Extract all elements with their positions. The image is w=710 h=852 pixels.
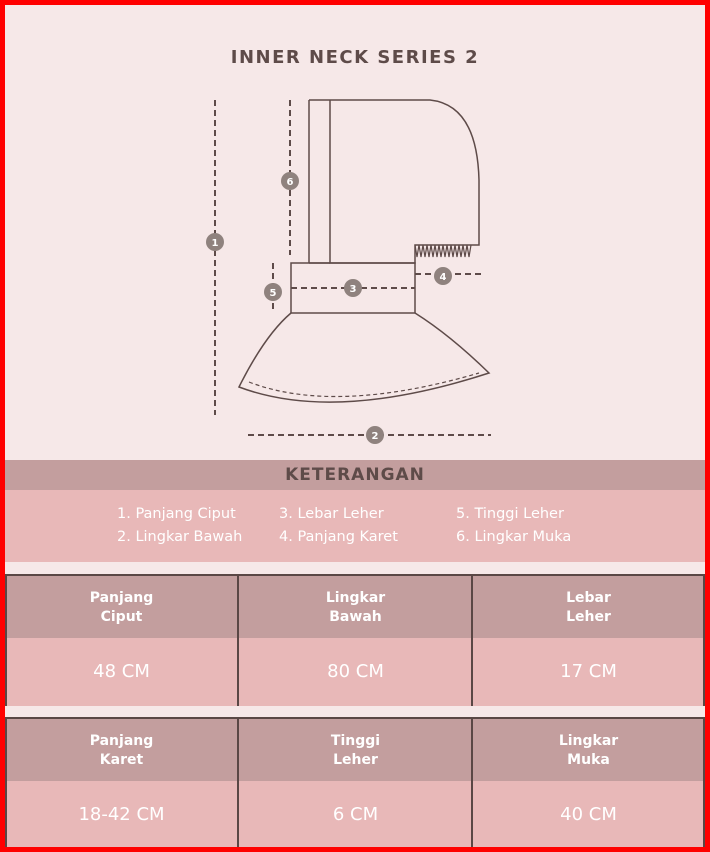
- cell-label: Leher: [566, 609, 611, 625]
- hijab-diagram: [5, 5, 705, 455]
- svg-text:5: 5: [269, 288, 277, 299]
- cell-label: Panjang: [89, 733, 154, 749]
- badge-4-icon: [434, 267, 452, 285]
- cell-value: 17 CM: [472, 638, 705, 706]
- svg-text:2: 2: [371, 431, 379, 442]
- svg-text:1: 1: [211, 238, 219, 249]
- cell-value: 80 CM: [239, 638, 472, 706]
- hem-stitch: [249, 373, 479, 397]
- keterangan-list: [5, 490, 705, 562]
- cell-panjang-karet: [5, 717, 238, 847]
- cell-value: 40 CM: [472, 781, 705, 847]
- cell-panjang-ciput: [5, 574, 238, 706]
- cell-label: Lebar: [566, 590, 611, 606]
- cell-label: Lingkar: [558, 733, 619, 749]
- table-divider: [471, 717, 473, 847]
- cell-label: Muka: [567, 752, 610, 768]
- cell-lingkar-muka: [472, 717, 705, 847]
- badge-1-icon: [206, 233, 224, 251]
- legend-item-3: 3. Lebar Leher: [279, 506, 384, 522]
- cell-lingkar-bawah: [239, 574, 472, 706]
- keterangan-heading: KETERANGAN: [5, 460, 705, 490]
- table-border: [5, 717, 7, 847]
- legend-item-5: 5. Tinggi Leher: [456, 506, 564, 522]
- table-border: [5, 574, 7, 706]
- table-border: [703, 717, 705, 847]
- badge-2-icon: [366, 426, 384, 444]
- cell-label: Lingkar: [325, 590, 386, 606]
- cell-value: 48 CM: [5, 638, 238, 706]
- table-divider: [237, 574, 239, 706]
- cell-label: Bawah: [329, 609, 382, 625]
- badge-6-icon: [281, 172, 299, 190]
- cell-label: Leher: [333, 752, 378, 768]
- badge-3-icon: [344, 279, 362, 297]
- legend-item-4: 4. Panjang Karet: [279, 529, 398, 545]
- cell-label: Ciput: [100, 609, 143, 625]
- cell-label: Karet: [99, 752, 144, 768]
- svg-text:4: 4: [439, 272, 447, 283]
- page-title: INNER NECK SERIES 2: [230, 47, 480, 68]
- cell-lebar-leher: [472, 574, 705, 706]
- cell-tinggi-leher: [239, 717, 472, 847]
- table-divider: [237, 717, 239, 847]
- badge-5-icon: [264, 283, 282, 301]
- size-table-row-1: [5, 574, 705, 706]
- cell-label: Panjang: [89, 590, 154, 606]
- table-border: [703, 574, 705, 706]
- cell-value: 6 CM: [239, 781, 472, 847]
- cell-value: 18-42 CM: [5, 781, 238, 847]
- svg-text:3: 3: [349, 284, 357, 295]
- size-table-row-2: [5, 717, 705, 847]
- legend-item-1: 1. Panjang Ciput: [117, 506, 236, 522]
- elastic-zigzag: [415, 245, 471, 257]
- cell-label: Tinggi: [330, 733, 381, 749]
- table-divider: [471, 574, 473, 706]
- svg-text:6: 6: [286, 177, 294, 188]
- page-frame: [5, 5, 705, 847]
- legend-item-6: 6. Lingkar Muka: [456, 529, 572, 545]
- legend-item-2: 2. Lingkar Bawah: [117, 529, 243, 545]
